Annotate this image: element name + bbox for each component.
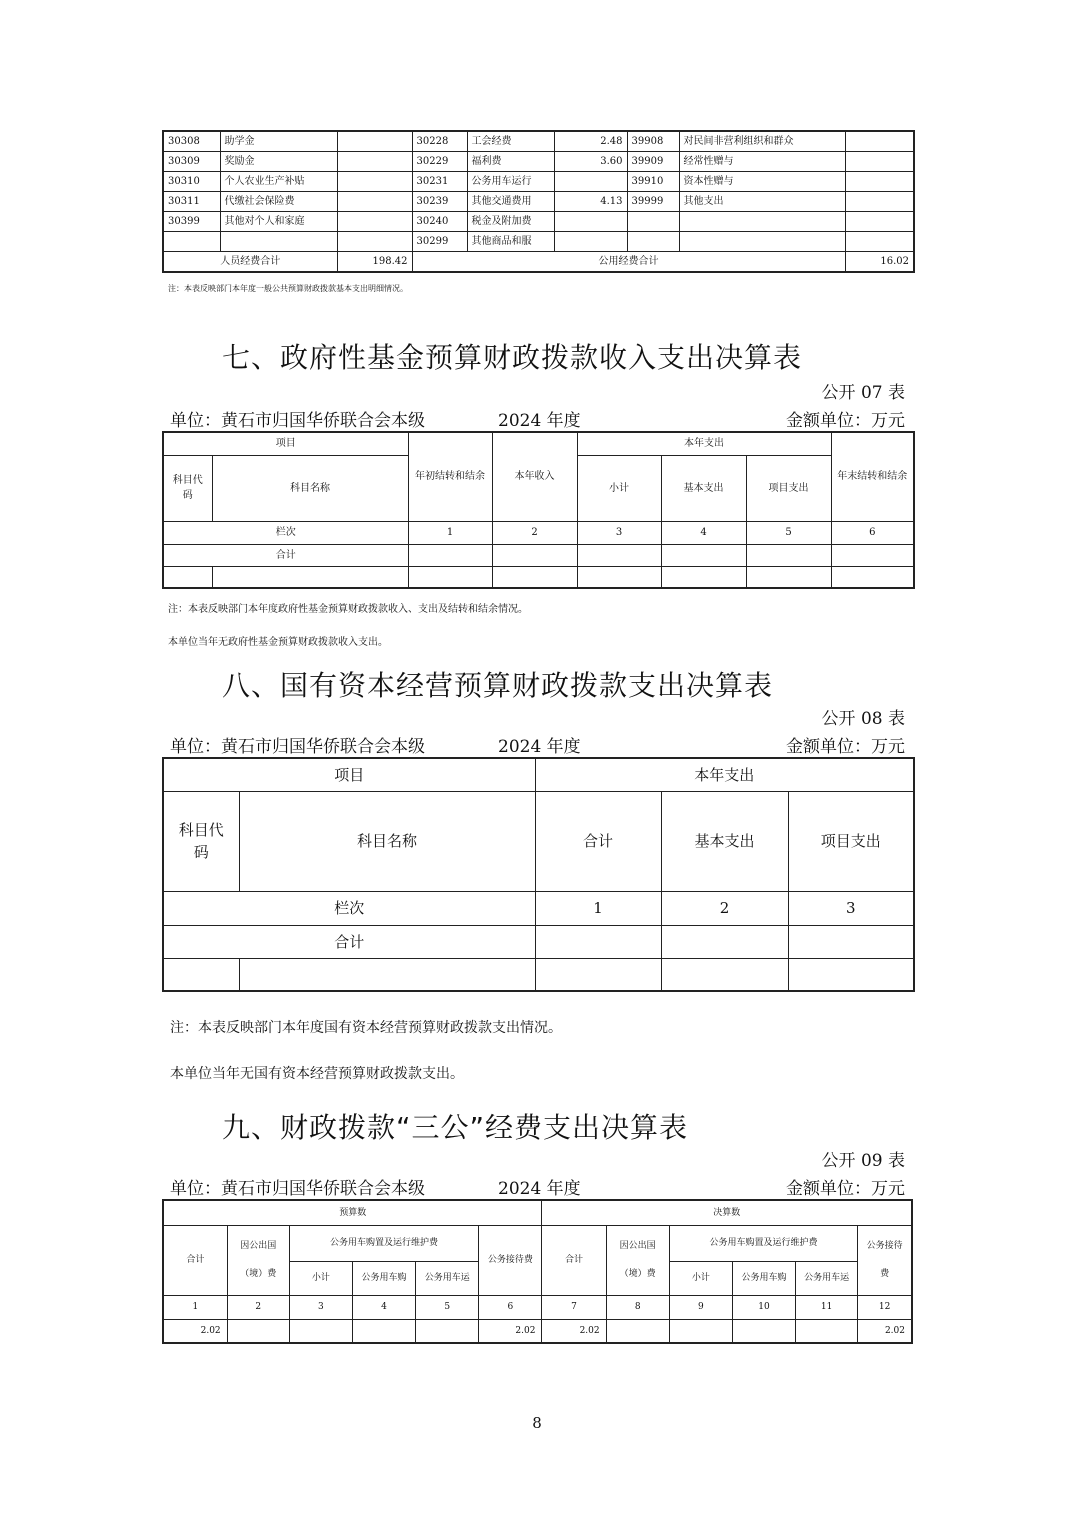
table-cell: 30299 [412, 232, 467, 252]
col-num: 1 [163, 1295, 227, 1319]
cell-empty [577, 544, 661, 566]
col-num: 1 [535, 891, 661, 925]
header-vehicle: 公务用车购置及运行维护费 [289, 1225, 478, 1261]
table-cell [220, 232, 337, 252]
value-cell [416, 1319, 479, 1343]
table-row-column-index [163, 521, 914, 544]
value-cell [289, 1319, 352, 1343]
table-cell [337, 192, 412, 212]
table-cell: 代缴社会保险费 [220, 192, 337, 212]
table-cell [163, 232, 220, 252]
table-cell: 39910 [627, 172, 679, 192]
table-cell: 经常性赠与 [679, 152, 845, 172]
table-row [163, 232, 914, 252]
fiscal-year: 2024 年度 [498, 411, 581, 431]
value-cell [669, 1319, 732, 1343]
table-cell [337, 212, 412, 232]
unit-label: 单位：黄石市归国华侨联合会本级 [170, 411, 425, 431]
cell-empty [788, 958, 914, 991]
cell-empty [661, 544, 746, 566]
state-capital-table [162, 757, 915, 992]
table-cell: 30310 [163, 172, 220, 192]
col-num: 1 [408, 521, 492, 544]
table-cell [845, 172, 914, 192]
value-cell [732, 1319, 795, 1343]
col-num: 12 [858, 1295, 912, 1319]
table-cell: 30239 [412, 192, 467, 212]
table-cell [845, 232, 914, 252]
cell-empty [408, 566, 492, 588]
no-data-note: 本单位当年无政府性基金预算财政拨款收入支出。 [168, 637, 388, 648]
col-num: 4 [661, 521, 746, 544]
table-cell [554, 232, 627, 252]
table-cell [627, 212, 679, 232]
header-project: 项目 [163, 432, 408, 455]
cell-empty [163, 958, 239, 991]
cell-empty [661, 566, 746, 588]
table-row-total [163, 544, 914, 566]
table-cell [337, 152, 412, 172]
table-cell: 30309 [163, 152, 220, 172]
table-cell [337, 131, 412, 152]
table-cell: 工会经费 [467, 131, 554, 152]
table-cell [679, 212, 845, 232]
table-note: 注：本表反映部门本年度一般公共预算财政拨款基本支出明细情况。 [168, 284, 408, 293]
header-subtotal: 小计 [289, 1261, 352, 1295]
personnel-total-label: 人员经费合计 [163, 252, 337, 273]
cell-empty [746, 566, 831, 588]
three-public-expense-table [162, 1199, 913, 1344]
col-num: 2 [492, 521, 577, 544]
col-num: 5 [416, 1295, 479, 1319]
header-proj: 项目支出 [746, 455, 831, 521]
public-total-label: 公用经费合计 [412, 252, 845, 273]
col-num: 3 [788, 891, 914, 925]
cell-empty [408, 544, 492, 566]
fiscal-year: 2024 年度 [498, 1179, 581, 1199]
table-note: 注：本表反映部门本年度国有资本经营预算财政拨款支出情况。 [170, 1020, 562, 1036]
table-cell: 其他支出 [679, 192, 845, 212]
section-title: 九、财政拨款“三公”经费支出决算表 [222, 1111, 689, 1144]
cell-empty [577, 566, 661, 588]
table-row [163, 131, 914, 152]
col-num: 9 [669, 1295, 732, 1319]
table-row-column-index [163, 891, 914, 925]
col-num: 3 [577, 521, 661, 544]
basic-expense-detail-table [162, 130, 915, 273]
table-cell [679, 232, 845, 252]
table-row [163, 172, 914, 192]
table-cell [554, 212, 627, 232]
table-cell: 资本性赠与 [679, 172, 845, 192]
table-note: 注：本表反映部门本年度政府性基金预算财政拨款收入、支出及结转和结余情况。 [168, 604, 528, 615]
table-cell: 39909 [627, 152, 679, 172]
cell-empty [661, 958, 788, 991]
table-cell: 30308 [163, 131, 220, 152]
header-begin-balance: 年初结转和结余 [408, 432, 492, 521]
header-total: 合计 [535, 791, 661, 891]
header-vehicle-run: 公务用车运 [416, 1261, 479, 1295]
table-cell [627, 232, 679, 252]
cell-empty [212, 566, 408, 588]
table-cell [845, 192, 914, 212]
value-cell [227, 1319, 289, 1343]
form-number: 公开 07 表 [821, 383, 905, 403]
header-reception: 公务接待费 [858, 1225, 912, 1295]
table-row-blank [163, 566, 914, 588]
personnel-total-value: 198.42 [337, 252, 412, 273]
gov-fund-table [162, 431, 915, 589]
row-col-label: 栏次 [163, 891, 535, 925]
table-cell: 30231 [412, 172, 467, 192]
header-reception: 公务接待费 [479, 1225, 542, 1295]
value-cell: 2.02 [479, 1319, 542, 1343]
header-expense: 本年支出 [535, 758, 914, 791]
header-expense: 本年支出 [577, 432, 831, 455]
value-cell [352, 1319, 415, 1343]
table-cell [337, 172, 412, 192]
row-total-label: 合计 [163, 544, 408, 566]
header-basic: 基本支出 [661, 791, 788, 891]
table-cell: 其他交通费用 [467, 192, 554, 212]
header-end-balance: 年末结转和结余 [831, 432, 914, 521]
no-data-note: 本单位当年无国有资本经营预算财政拨款支出。 [170, 1066, 464, 1082]
table-cell: 30240 [412, 212, 467, 232]
cell-empty [831, 566, 914, 588]
cell-empty [239, 958, 535, 991]
header-code: 科目代码 [163, 791, 239, 891]
table-cell: 39999 [627, 192, 679, 212]
header-budget: 预算数 [163, 1200, 542, 1225]
header-final: 决算数 [542, 1200, 912, 1225]
amount-unit: 金额单位：万元 [786, 737, 905, 757]
page-number: 8 [532, 1414, 542, 1432]
table-cell: 公务用车运行 [467, 172, 554, 192]
cell-empty [788, 925, 914, 958]
table-cell: 税金及附加费 [467, 212, 554, 232]
table-cell: 30399 [163, 212, 220, 232]
cell-empty [746, 544, 831, 566]
table-row-totals [163, 252, 914, 273]
unit-label: 单位：黄石市归国华侨联合会本级 [170, 1179, 425, 1199]
form-number: 公开 08 表 [821, 709, 905, 729]
cell-empty [661, 925, 788, 958]
col-num: 6 [479, 1295, 542, 1319]
table-cell [337, 232, 412, 252]
table-cell: 30311 [163, 192, 220, 212]
table-row-values [163, 1319, 912, 1343]
table-cell: 39908 [627, 131, 679, 152]
header-vehicle-run: 公务用车运 [796, 1261, 858, 1295]
table-cell: 3.60 [554, 152, 627, 172]
table-cell: 4.13 [554, 192, 627, 212]
table-cell: 对民间非营利组织和群众 [679, 131, 845, 152]
section-title: 七、政府性基金预算财政拨款收入支出决算表 [222, 341, 803, 374]
col-num: 7 [542, 1295, 606, 1319]
col-num: 3 [289, 1295, 352, 1319]
col-num: 2 [227, 1295, 289, 1319]
col-num: 4 [352, 1295, 415, 1319]
unit-label: 单位：黄石市归国华侨联合会本级 [170, 737, 425, 757]
header-subtotal: 小计 [577, 455, 661, 521]
amount-unit: 金额单位：万元 [786, 411, 905, 431]
table-cell: 其他对个人和家庭 [220, 212, 337, 232]
cell-empty [492, 566, 577, 588]
header-total: 合计 [542, 1225, 606, 1295]
table-cell: 30229 [412, 152, 467, 172]
value-cell [796, 1319, 858, 1343]
table-cell: 2.48 [554, 131, 627, 152]
table-row [163, 192, 914, 212]
table-row-total [163, 925, 914, 958]
col-num: 5 [746, 521, 831, 544]
table-cell: 30228 [412, 131, 467, 152]
header-income: 本年收入 [492, 432, 577, 521]
table-cell: 福利费 [467, 152, 554, 172]
table-cell: 奖励金 [220, 152, 337, 172]
value-cell: 2.02 [858, 1319, 912, 1343]
table-cell: 个人农业生产补贴 [220, 172, 337, 192]
table-row-blank [163, 958, 914, 991]
value-cell: 2.02 [163, 1319, 227, 1343]
cell-empty [831, 544, 914, 566]
fiscal-year: 2024 年度 [498, 737, 581, 757]
table-cell [845, 212, 914, 232]
header-abroad: 因公出国（境）费 [606, 1225, 669, 1295]
table-row [163, 152, 914, 172]
header-code: 科目代码 [163, 455, 212, 521]
header-name: 科目名称 [239, 791, 535, 891]
col-num: 11 [796, 1295, 858, 1319]
table-cell: 助学金 [220, 131, 337, 152]
form-number: 公开 09 表 [821, 1151, 905, 1171]
row-total-label: 合计 [163, 925, 535, 958]
cell-empty [535, 958, 661, 991]
col-num: 10 [732, 1295, 795, 1319]
header-subtotal: 小计 [669, 1261, 732, 1295]
value-cell [606, 1319, 669, 1343]
header-vehicle-buy: 公务用车购 [732, 1261, 795, 1295]
col-num: 2 [661, 891, 788, 925]
col-num: 8 [606, 1295, 669, 1319]
table-cell [845, 152, 914, 172]
table-row [163, 212, 914, 232]
table-cell [845, 131, 914, 152]
header-basic: 基本支出 [661, 455, 746, 521]
section-title: 八、国有资本经营预算财政拨款支出决算表 [222, 669, 774, 702]
header-total: 合计 [163, 1225, 227, 1295]
value-cell: 2.02 [542, 1319, 606, 1343]
table-cell: 其他商品和服 [467, 232, 554, 252]
cell-empty [492, 544, 577, 566]
header-abroad: 因公出国（境）费 [227, 1225, 289, 1295]
header-proj: 项目支出 [788, 791, 914, 891]
table-row-column-index [163, 1295, 912, 1319]
header-name: 科目名称 [212, 455, 408, 521]
header-project: 项目 [163, 758, 535, 791]
amount-unit: 金额单位：万元 [786, 1179, 905, 1199]
cell-empty [535, 925, 661, 958]
col-num: 6 [831, 521, 914, 544]
header-vehicle-buy: 公务用车购 [352, 1261, 415, 1295]
table-cell [554, 172, 627, 192]
cell-empty [163, 566, 212, 588]
public-total-value: 16.02 [845, 252, 914, 273]
row-col-label: 栏次 [163, 521, 408, 544]
header-vehicle: 公务用车购置及运行维护费 [669, 1225, 857, 1261]
